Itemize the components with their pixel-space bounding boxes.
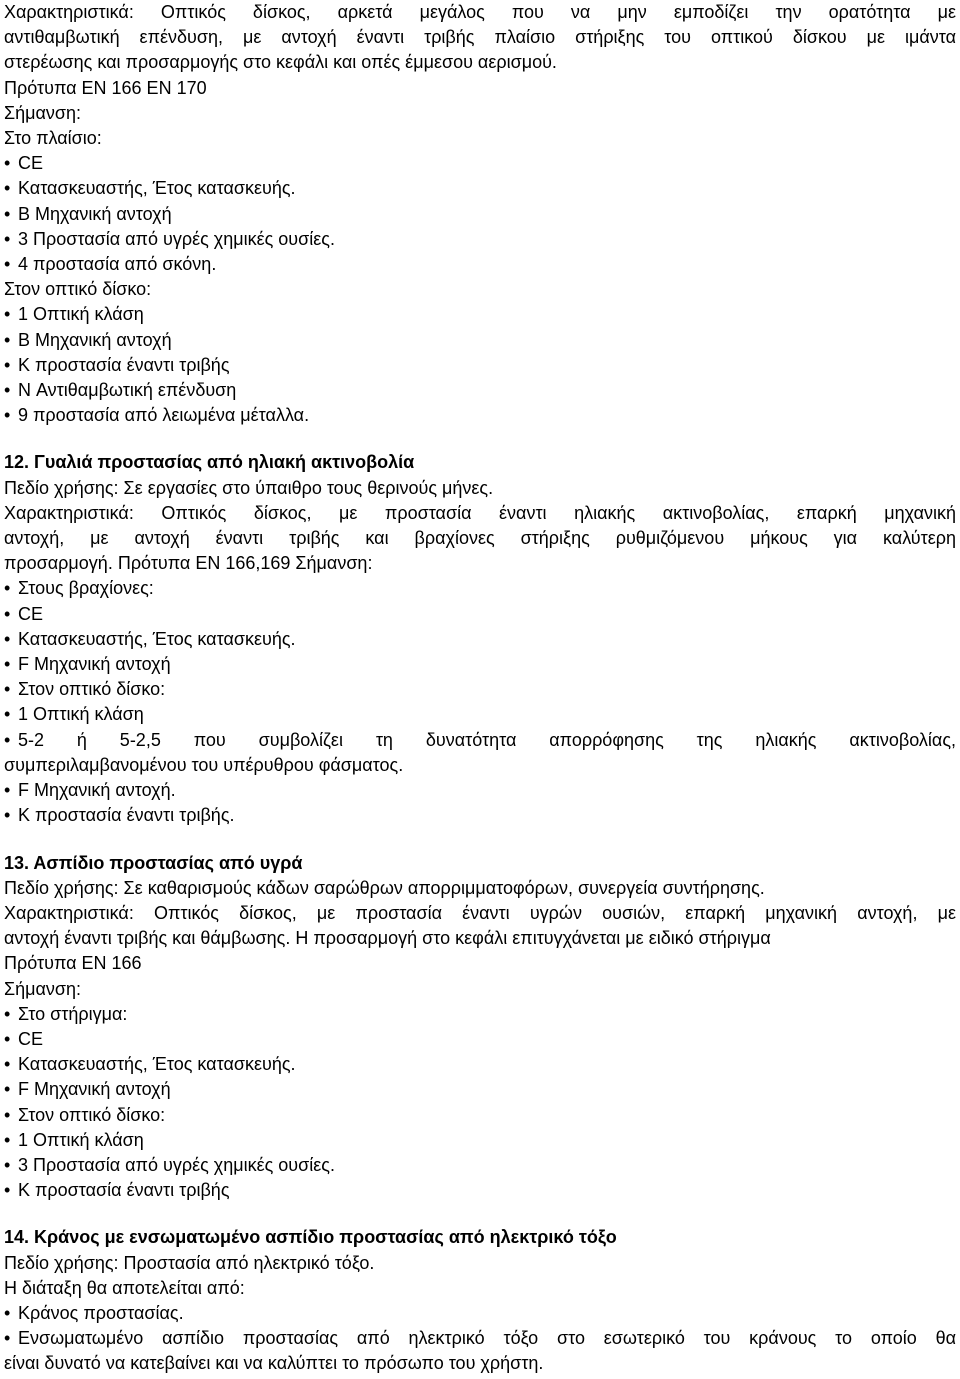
list-item	[4, 702, 956, 727]
section-title: Ασπίδιο προστασίας από υγρά	[33, 852, 303, 873]
characteristics-line: αντοχή έναντι τριβής και θάμβωσης. Η προσαρμογή στο κεφάλι επιτυγχάνεται με ειδικό στήριγμα	[4, 928, 771, 949]
list-item-text: Στον οπτικό δίσκο:	[18, 679, 166, 700]
section-title: Κράνος με ενσωματωμένο ασπίδιο προστασίας από ηλεκτρικό τόξο	[34, 1227, 617, 1248]
bullet-icon: •	[4, 628, 11, 649]
bullet-icon: •	[4, 405, 11, 426]
bullet-icon: •	[4, 729, 11, 750]
list-item-text: 9 προστασία από λειωμένα μέταλλα.	[18, 405, 310, 426]
bullet-icon: •	[4, 1302, 11, 1323]
list-item	[4, 1002, 956, 1027]
list-item-text: N Αντιθαμβωτική επένδυση	[18, 380, 237, 401]
list-item-text: Στον οπτικό δίσκο:	[18, 1104, 166, 1125]
list-item-text: Κατασκευαστής, Έτος κατασκευής.	[18, 1054, 296, 1075]
bullet-icon: •	[4, 654, 11, 675]
list-item-text: F Μηχανική αντοχή	[18, 1079, 171, 1100]
bullet-icon: •	[4, 228, 11, 249]
list-item	[4, 728, 956, 753]
bullet-icon: •	[4, 1104, 11, 1125]
list-item-text: Στους βραχίονες:	[18, 578, 154, 599]
lens-label: Στον οπτικό δίσκο:	[4, 279, 152, 300]
section-spacer	[4, 428, 956, 450]
usage-text: Πεδίο χρήσης: Προστασία από ηλεκτρικό τόξο.	[4, 1252, 375, 1273]
list-item	[4, 302, 956, 327]
list-item-text: 1 Οπτική κλάση	[18, 1129, 144, 1150]
bullet-icon: •	[4, 254, 11, 275]
section-11	[4, 0, 956, 428]
marking-label: Σήμανση:	[4, 102, 82, 123]
bullet-icon: •	[4, 354, 11, 375]
list-item-text: Στο στήριγμα:	[18, 1003, 128, 1024]
list-item-text: CE	[18, 603, 44, 624]
list-item-continuation: συμπεριλαμβανομένου του υπέρυθρου φάσματος.	[4, 754, 404, 775]
list-item-text: Ενσωματωμένο ασπίδιο προστασίας από ηλεκτρικό τόξο στο εσωτερικό του κράνους το οποίο θα	[18, 1328, 956, 1349]
list-item-text: K προστασία έναντι τριβής	[18, 354, 230, 375]
list-item-continuation: είναι δυνατό να κατεβαίνει και να καλύπτει το πρόσωπο του χρήστη.	[4, 1353, 544, 1374]
bullet-icon: •	[4, 679, 11, 700]
list-item	[4, 803, 956, 828]
usage-text: Πεδίο χρήσης: Σε καθαρισμούς κάδων σαρώθρων απορριμματοφόρων, συνεργεία συντήρησης.	[4, 877, 765, 898]
characteristics-line: αντιθαμβωτική επένδυση, με αντοχή έναντι τριβής πλαίσιο στήριξης του οπτικού δίσκου με ιμάντα	[4, 27, 956, 48]
list-item-text: Κατασκευαστής, Έτος κατασκευής.	[18, 628, 296, 649]
section-13	[4, 851, 956, 1204]
bullet-icon: •	[4, 578, 11, 599]
list-item	[4, 176, 956, 201]
list-item	[4, 1103, 956, 1128]
bullet-icon: •	[4, 1079, 11, 1100]
list-item-text: 1 Οπτική κλάση	[18, 704, 144, 725]
section-heading	[4, 851, 956, 876]
bullet-icon: •	[4, 178, 11, 199]
list-item	[4, 627, 956, 652]
bullet-icon: •	[4, 153, 11, 174]
section-12	[4, 450, 956, 828]
bullet-icon: •	[4, 1328, 11, 1349]
list-item-text: B Μηχανική αντοχή	[18, 203, 172, 224]
list-item-text: F Μηχανική αντοχή	[18, 654, 171, 675]
bullet-icon: •	[4, 1154, 11, 1175]
usage-text: Πεδίο χρήσης: Σε εργασίες στο ύπαιθρο τους θερινούς μήνες.	[4, 477, 494, 498]
bullet-icon: •	[4, 329, 11, 350]
list-item	[4, 328, 956, 353]
characteristics-line: προσαρμογή. Πρότυπα EN 166,169 Σήμανση:	[4, 553, 373, 574]
list-item-text: 3 Προστασία από υγρές χημικές ουσίες.	[18, 1154, 335, 1175]
characteristics-line: Χαρακτηριστικά: Οπτικός δίσκος, με προστασία έναντι ηλιακής ακτινοβολίας, επαρκή μηχανική	[4, 502, 956, 523]
bullet-icon: •	[4, 1054, 11, 1075]
section-number: 13.	[4, 852, 30, 873]
standards-text: Πρότυπα EN 166 EN 170	[4, 77, 207, 98]
list-item-text: CE	[18, 1028, 44, 1049]
marking-label: Σήμανση:	[4, 978, 82, 999]
list-item	[4, 602, 956, 627]
list-item	[4, 1326, 956, 1351]
list-item-text: K προστασία έναντι τριβής.	[18, 805, 235, 826]
list-item	[4, 576, 956, 601]
list-item	[4, 1027, 956, 1052]
bullet-icon: •	[4, 805, 11, 826]
list-item	[4, 1128, 956, 1153]
list-item-text: CE	[18, 153, 44, 174]
section-spacer	[4, 829, 956, 851]
list-item-text: F Μηχανική αντοχή.	[18, 780, 176, 801]
list-item-text: Κράνος προστασίας.	[18, 1302, 184, 1323]
list-item-text: 1 Οπτική κλάση	[18, 304, 144, 325]
list-item-text: 3 Προστασία από υγρές χημικές ουσίες.	[18, 228, 335, 249]
list-item-text: 5-2 ή 5-2,5 που συμβολίζει τη δυνατότητα απορρόφησης της ηλιακής ακτινοβολίας,	[18, 729, 956, 750]
bullet-icon: •	[4, 780, 11, 801]
characteristics-line: Χαρακτηριστικά: Οπτικός δίσκος, αρκετά μεγάλος που να μην εμποδίζει την ορατότητα με	[4, 2, 956, 22]
bullet-icon: •	[4, 1028, 11, 1049]
bullet-icon: •	[4, 1180, 11, 1201]
list-item	[4, 227, 956, 252]
list-item	[4, 151, 956, 176]
list-item	[4, 778, 956, 803]
bullet-icon: •	[4, 380, 11, 401]
list-item	[4, 1052, 956, 1077]
list-item	[4, 378, 956, 403]
section-spacer	[4, 1203, 956, 1225]
list-item	[4, 1178, 956, 1203]
list-item	[4, 677, 956, 702]
list-item	[4, 652, 956, 677]
bullet-icon: •	[4, 603, 11, 624]
list-item-text: B Μηχανική αντοχή	[18, 329, 172, 350]
list-item	[4, 1153, 956, 1178]
composition-label: Η διάταξη θα αποτελείται από:	[4, 1277, 245, 1298]
section-number: 12.	[4, 452, 30, 473]
characteristics-line: Χαρακτηριστικά: Οπτικός δίσκος, με προστασία έναντι υγρών ουσιών, επαρκή μηχανική αντοχή, με	[4, 902, 956, 923]
list-item-text: K προστασία έναντι τριβής	[18, 1180, 230, 1201]
section-title: Γυαλιά προστασίας από ηλιακή ακτινοβολία	[34, 452, 415, 473]
bullet-icon: •	[4, 1003, 11, 1024]
bullet-icon: •	[4, 1129, 11, 1150]
bullet-icon: •	[4, 304, 11, 325]
list-item	[4, 202, 956, 227]
list-item	[4, 403, 956, 428]
list-item	[4, 252, 956, 277]
bullet-icon: •	[4, 704, 11, 725]
list-item	[4, 353, 956, 378]
characteristics-line: αντοχή, με αντοχή έναντι τριβής και βραχίονες στήριξης ρυθμιζόμενου μήκους για καλύτερη	[4, 528, 956, 549]
list-item	[4, 1301, 956, 1326]
standards-text: Πρότυπα EN 166	[4, 953, 142, 974]
section-number: 14.	[4, 1227, 30, 1248]
list-item	[4, 1077, 956, 1102]
section-heading	[4, 450, 956, 475]
bullet-icon: •	[4, 203, 11, 224]
frame-label: Στο πλαίσιο:	[4, 128, 102, 149]
characteristics-line: στερέωσης και προσαρμογής στο κεφάλι και οπές έμμεσου αερισμού.	[4, 52, 557, 73]
list-item-text: 4 προστασία από σκόνη.	[18, 254, 217, 275]
list-item-text: Κατασκευαστής, Έτος κατασκευής.	[18, 178, 296, 199]
section-14	[4, 1225, 956, 1376]
section-heading	[4, 1225, 956, 1250]
